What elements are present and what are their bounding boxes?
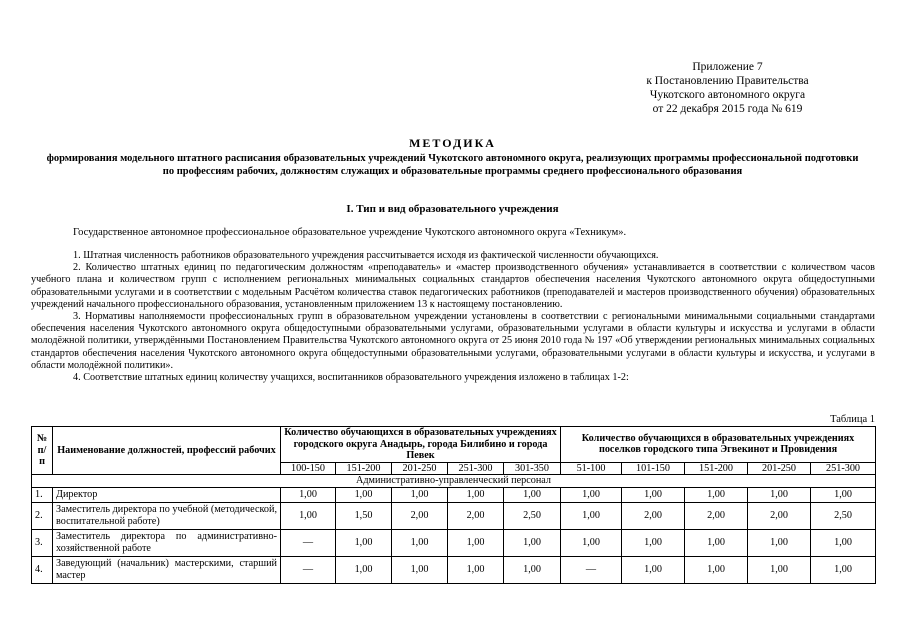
section-row-label: Административно-управленческий персонал bbox=[32, 475, 876, 488]
row-value: 2,00 bbox=[392, 502, 448, 529]
row-value: — bbox=[561, 556, 622, 583]
row-value: 2,00 bbox=[622, 502, 685, 529]
appendix-block bbox=[600, 60, 855, 116]
row-value: 1,50 bbox=[336, 502, 392, 529]
row-value: 1,00 bbox=[622, 529, 685, 556]
row-value: 1,00 bbox=[392, 529, 448, 556]
row-num: 4. bbox=[32, 556, 53, 583]
row-value: 1,00 bbox=[392, 556, 448, 583]
row-value: 2,50 bbox=[504, 502, 561, 529]
appendix-line: Чукотского автономного округа bbox=[649, 89, 806, 101]
appendix-line: Приложение 7 bbox=[692, 61, 763, 73]
header-group-2: Количество обучающихся в образовательных учреждениях поселков городского типа Эгвекинот и Провидения bbox=[561, 427, 876, 463]
table-caption: Таблица 1 bbox=[830, 414, 875, 425]
row-name: Заместитель директора по административно-хозяйственной работе bbox=[53, 529, 281, 556]
range-header: 51-100 bbox=[561, 462, 622, 475]
row-value: — bbox=[281, 529, 336, 556]
row-value: 1,00 bbox=[281, 502, 336, 529]
table-row bbox=[32, 502, 876, 529]
section-heading: I. Тип и вид образовательного учреждения bbox=[346, 203, 559, 215]
range-header: 100-150 bbox=[281, 462, 336, 475]
row-value: 1,00 bbox=[336, 556, 392, 583]
row-value: 1,00 bbox=[448, 529, 504, 556]
row-value: 1,00 bbox=[811, 556, 876, 583]
header-group-1: Количество обучающихся в образовательных учреждениях городского округа Анадырь, города Билибино и города Певек bbox=[281, 427, 561, 463]
row-value: 1,00 bbox=[336, 487, 392, 502]
row-value: 1,00 bbox=[685, 556, 748, 583]
header-name: Наименование должностей, профессий рабочих bbox=[53, 427, 281, 475]
row-value: 1,00 bbox=[281, 487, 336, 502]
row-value: 1,00 bbox=[561, 502, 622, 529]
document-title bbox=[40, 136, 865, 178]
range-header: 251-300 bbox=[448, 462, 504, 475]
row-value: 2,50 bbox=[811, 502, 876, 529]
row-value: 1,00 bbox=[748, 529, 811, 556]
row-num: 2. bbox=[32, 502, 53, 529]
table-section-row bbox=[32, 475, 876, 488]
paragraph: 4. Соответствие штатных единиц количеству учащихся, воспитанников образовательного учреждения изложено в таблицах 1-2: bbox=[73, 372, 629, 384]
range-header: 101-150 bbox=[622, 462, 685, 475]
row-value: 1,00 bbox=[504, 487, 561, 502]
row-value: 1,00 bbox=[561, 529, 622, 556]
appendix-line: от 22 декабря 2015 года № 619 bbox=[652, 103, 803, 115]
range-header: 301-350 bbox=[504, 462, 561, 475]
row-value: 1,00 bbox=[622, 487, 685, 502]
row-value: 1,00 bbox=[504, 556, 561, 583]
paragraph: 1. Штатная численность работников образовательного учреждения рассчитывается исходя из фактической численности обучающихся. bbox=[73, 250, 659, 261]
row-name: Директор bbox=[53, 487, 281, 502]
range-header: 151-200 bbox=[685, 462, 748, 475]
row-value: 1,00 bbox=[448, 487, 504, 502]
row-name: Заместитель директора по учебной (методической, воспитательной работе) bbox=[53, 502, 281, 529]
row-value: 1,00 bbox=[561, 487, 622, 502]
range-header: 151-200 bbox=[336, 462, 392, 475]
row-value: 1,00 bbox=[504, 529, 561, 556]
title-subtitle: формирования модельного штатного расписания образовательных учреждений Чукотского автономного округа, реализующих программы профессиональной подготовки по профессиям рабочих, должностям служащих и образовательные программы среднего профессионального образования bbox=[46, 153, 859, 177]
row-value: 1,00 bbox=[811, 529, 876, 556]
row-name: Заведующий (начальник) мастерскими, старший мастер bbox=[53, 556, 281, 583]
paragraph: 3. Нормативы наполняемости профессиональных групп в образовательном учреждении установлены в соответствии с региональными минимальными социальными стандартами обеспечения населения Чукотского автономного округа общедоступными образовательными услугами, образовательными услугами в области культуры и искусства и услугами в области молодёжной политики, утверждёнными Постановлением Правительства Чукотского автономного округа от 25 июня 2010 года № 197 «Об утверждении региональных минимальных социальных стандартов обеспечения населения Чукотского автономного округа общедоступными образовательными услугами, образовательными услугами в области культуры и искусства, и услугами в области молодёжной политики». bbox=[31, 311, 875, 371]
row-value: 1,00 bbox=[811, 487, 876, 502]
row-value: — bbox=[281, 556, 336, 583]
staffing-table bbox=[31, 426, 876, 584]
institution-name: Государственное автономное профессиональное образовательное учреждение Чукотского автономного округа «Техникум». bbox=[73, 227, 627, 238]
header-num: № п/п bbox=[32, 427, 53, 475]
body-text bbox=[31, 250, 875, 384]
table-row bbox=[32, 556, 876, 583]
row-value: 1,00 bbox=[622, 556, 685, 583]
range-header: 251-300 bbox=[811, 462, 876, 475]
row-value: 1,00 bbox=[336, 529, 392, 556]
row-value: 1,00 bbox=[448, 556, 504, 583]
row-value: 1,00 bbox=[748, 556, 811, 583]
paragraph: 2. Количество штатных единиц по педагогическим должностям «преподаватель» и «мастер производственного обучения» устанавливается в соответствии с количеством часов учебного плана и количеством групп с исполнением региональных минимальных социальных стандартов обеспечения населения Чукотского автономного округа общедоступными образовательными услугами и в соответствии с модельным Расчётом количества ставок педагогических работников (преподавателей и мастеров производственного обучения) образовательных учреждений начального профессионального образования, установленным приложением 13 к настоящему постановлению. bbox=[31, 262, 875, 310]
range-header: 201-250 bbox=[392, 462, 448, 475]
table-header-row bbox=[32, 427, 876, 463]
row-value: 2,00 bbox=[685, 502, 748, 529]
appendix-line: к Постановлению Правительства bbox=[646, 75, 809, 87]
row-value: 2,00 bbox=[748, 502, 811, 529]
range-header: 201-250 bbox=[748, 462, 811, 475]
row-num: 1. bbox=[32, 487, 53, 502]
row-value: 1,00 bbox=[392, 487, 448, 502]
title-main: МЕТОДИКА bbox=[409, 136, 496, 150]
row-value: 2,00 bbox=[448, 502, 504, 529]
table-row bbox=[32, 529, 876, 556]
row-value: 1,00 bbox=[748, 487, 811, 502]
row-num: 3. bbox=[32, 529, 53, 556]
row-value: 1,00 bbox=[685, 487, 748, 502]
row-value: 1,00 bbox=[685, 529, 748, 556]
table-row bbox=[32, 487, 876, 502]
